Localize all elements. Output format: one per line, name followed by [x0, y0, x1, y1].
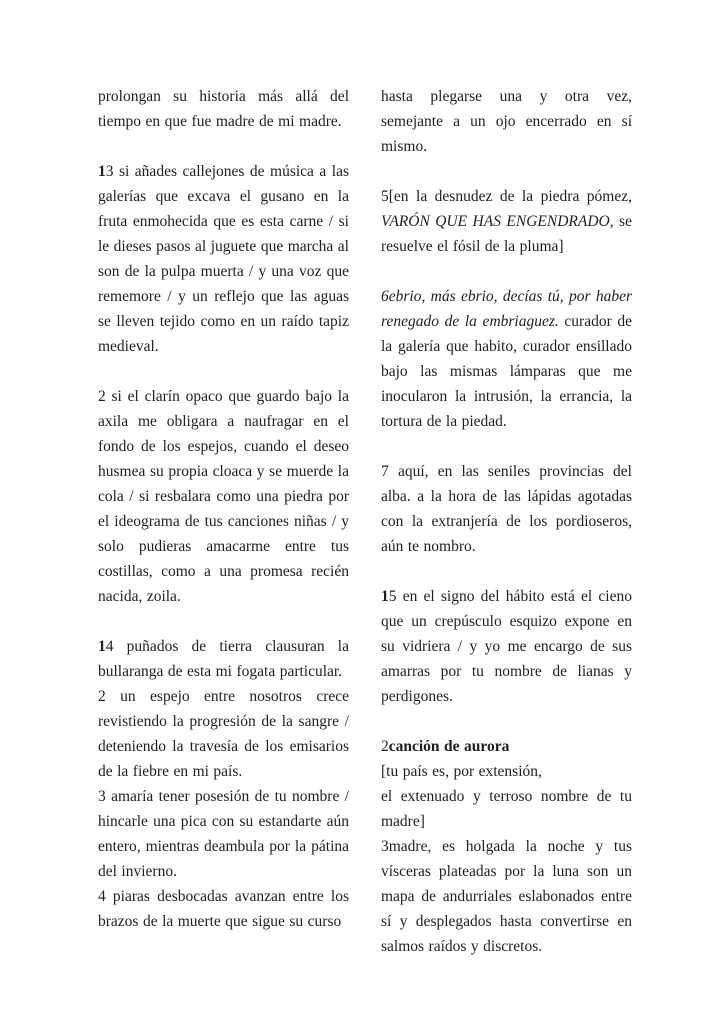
text-run: 3 amaría tener posesión de tu nombre / hincarle una pica con su estandarte aún entero, mientras deambula por la pátina del invierno.	[98, 788, 349, 880]
text-run: 2 si el clarín opaco que guardo bajo la axila me obligara a naufragar en el fondo de los espejos, cuando el deseo husmea su propia cloaca y se muerde la cola / si resbalara como una piedra por el ideograma de tus canciones niñas / y solo pudieras amacarme entre tus costillas, como a una promesa recién nacida, zoila.	[98, 388, 349, 605]
text-run: el extenuado y terroso nombre de tu madre]	[381, 788, 632, 830]
paragraph	[98, 684, 349, 784]
text-run: hasta plegarse una y otra vez, semejante a un ojo encerrado en sí mismo.	[381, 88, 632, 155]
paragraph	[381, 284, 632, 434]
paragraph	[381, 184, 632, 259]
text-run: 6ebrio, más ebrio, decías tú, por haber renegado de la embriaguez.	[381, 288, 632, 330]
text-run: 2	[381, 738, 389, 755]
paragraph	[381, 734, 632, 759]
text-run: 3 si añades callejones de música a las galerías que excava el gusano en la fruta enmohecida que es esta carne / si le dieses pasos al juguete que marcha al son de la pulpa muerta / y una voz que rememore / y un reflejo que las aguas se lleven tejido como en un raído tapiz medieval.	[98, 163, 349, 355]
text-run: , se resuelve el fósil de la pluma]	[381, 213, 632, 255]
text-run: curador de la galería que habito, curador ensillado bajo las mismas lámparas que me inocularon la intrusión, la errancia, la tortura de la piedad.	[381, 313, 632, 430]
text-run: VARÓN QUE HAS ENGENDRADO	[381, 213, 610, 230]
left-column	[98, 84, 349, 959]
paragraph	[381, 784, 632, 834]
text-run: 5 en el signo del hábito está el cieno que un crepúsculo esquizo expone en su vidriera / y yo me encargo de sus amarras por tu nombre de lianas y perdigones.	[381, 588, 632, 705]
paragraph	[98, 784, 349, 884]
paragraph	[381, 84, 632, 159]
text-run: 3madre, es holgada la noche y tus vísceras plateadas por la luna son un mapa de andurriales eslabonados entre sí y desplegados hasta convertirse en salmos raídos y discretos.	[381, 838, 632, 955]
two-column-text-block	[98, 84, 632, 959]
text-run: 4 puñados de tierra clausuran la bullaranga de esta mi fogata particular.	[98, 638, 349, 680]
paragraph	[98, 159, 349, 359]
text-run: 1	[381, 588, 389, 605]
paragraph	[98, 384, 349, 609]
text-run: canción de aurora	[388, 738, 510, 755]
paragraph	[381, 459, 632, 559]
paragraph	[381, 584, 632, 709]
paragraph	[98, 84, 349, 134]
paragraph	[98, 884, 349, 934]
text-run: [tu país es, por extensión,	[381, 763, 542, 780]
paragraph	[381, 834, 632, 959]
paragraph	[381, 759, 632, 784]
text-run: 4 piaras desbocadas avanzan entre los brazos de la muerte que sigue su curso	[98, 888, 349, 930]
text-run: prolongan su historia más allá del tiempo en que fue madre de mi madre.	[98, 88, 349, 130]
text-run: 2 un espejo entre nosotros crece revistiendo la progresión de la sangre / deteniendo la travesía de los emisarios de la fiebre en mi país.	[98, 688, 349, 780]
text-run: 5[en la desnudez de la piedra pómez,	[381, 188, 632, 205]
right-column	[381, 84, 632, 959]
text-run: 1	[98, 638, 106, 655]
text-run: 1	[98, 163, 106, 180]
paragraph	[98, 634, 349, 684]
text-run: 7 aquí, en las seniles provincias del alba. a la hora de las lápidas agotadas con la extranjería de los pordioseros, aún te nombro.	[381, 463, 632, 555]
